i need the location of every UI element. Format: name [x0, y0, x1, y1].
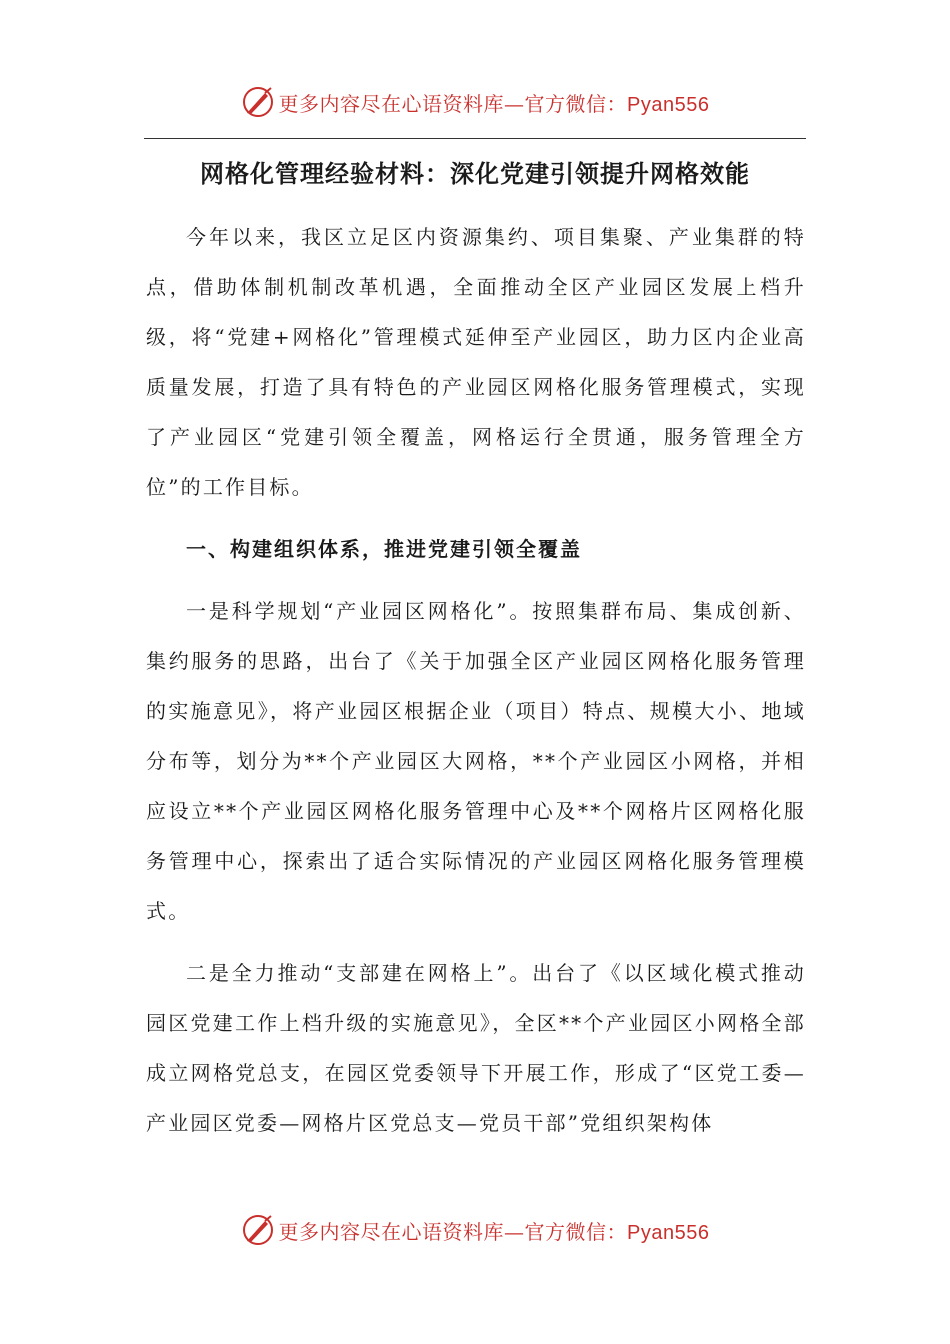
header-banner	[0, 82, 950, 122]
quill-logo-icon	[241, 1213, 275, 1247]
header-divider	[144, 138, 806, 139]
document-body	[146, 212, 806, 1148]
banner-text	[279, 1216, 710, 1245]
paragraph-1: 一是科学规划“产业园区网格化”。按照集群布局、集成创新、集约服务的思路，出台了《关于加强全区产业园区网格化服务管理的实施意见》，将产业园区根据企业（项目）特点、规模大小、地域分布等，划分为**个产业园区大网格，**个产业园区小网格，并相应设立**个产业园区网格化服务管理中心及**个网格片区网格化服务管理中心，探索出了适合实际情况的产业园区网格化服务管理模式。	[146, 599, 806, 923]
banner-wechat-id: Pyan556	[627, 1221, 710, 1244]
paragraph-2: 二是全力推动“支部建在网格上”。出台了《以区域化模式推动园区党建工作上档升级的实施意见》，全区**个产业园区小网格全部成立网格党总支，在园区党委领导下开展工作，形成了“区党工委—产业园区党委—网格片区党总支—党员干部”党组织架构体	[146, 961, 806, 1135]
banner-wechat-id: Pyan556	[627, 93, 710, 116]
quill-logo-icon	[241, 85, 275, 119]
intro-paragraph: 今年以来，我区立足区内资源集约、项目集聚、产业集群的特点，借助体制机制改革机遇，全面推动全区产业园区发展上档升级，将“党建+网格化”管理模式延伸至产业园区，助力区内企业高质量发展，打造了具有特色的产业园区网格化服务管理模式，实现了产业园区“党建引领全覆盖，网格运行全贯通，服务管理全方位”的工作目标。	[146, 225, 806, 499]
document-title: 网格化管理经验材料：深化党建引领提升网格效能	[200, 159, 750, 188]
banner-text	[279, 88, 710, 117]
footer-banner	[0, 1210, 950, 1250]
section-heading: 一、构建组织体系，推进党建引领全覆盖	[186, 537, 582, 561]
banner-main-text: 更多内容尽在心语资料库—官方微信：	[278, 1219, 628, 1244]
banner-main-text: 更多内容尽在心语资料库—官方微信：	[278, 91, 628, 116]
